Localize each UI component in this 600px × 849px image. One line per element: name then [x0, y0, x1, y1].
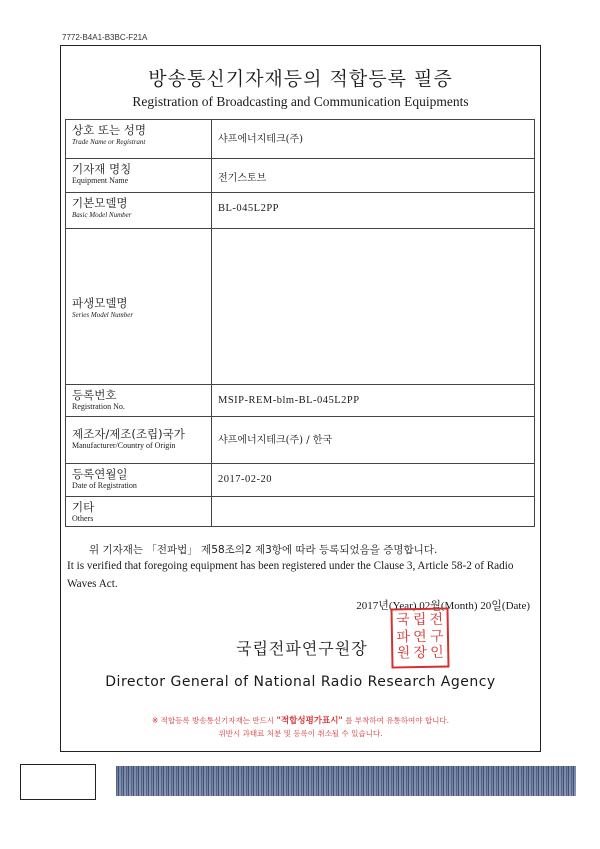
stamp-box	[20, 764, 96, 800]
label-en: Registration No.	[72, 402, 125, 411]
label-en: Basic Model Number	[72, 211, 132, 219]
notice-suffix: 를 부착하여 유통하여야 합니다.	[345, 716, 449, 725]
seal-char: 구	[429, 628, 444, 645]
label-en: Date of Registration	[72, 481, 137, 490]
notice-line-2: 위반시 과태료 처분 및 등록이 취소될 수 있습니다.	[218, 729, 383, 738]
label-trade-name	[66, 120, 212, 159]
value-manufacturer: 샤프에너지테크(주) / 한국	[212, 417, 535, 464]
title-korean: 방송통신기자재등의 적합등록 필증	[148, 68, 453, 90]
label-en: Others	[72, 514, 94, 523]
label-manufacturer	[66, 417, 212, 464]
label-ko: 상호 또는 성명	[72, 123, 146, 137]
value-registration-date: 2017-02-20	[212, 464, 535, 497]
seal-char: 연	[413, 628, 427, 645]
seal-char: 립	[412, 611, 427, 629]
seal-char: 장	[413, 645, 428, 662]
label-en: Trade Name or Registrant	[72, 138, 146, 146]
label-en: Manufacturer/Country of Origin	[72, 441, 176, 450]
official-seal	[390, 607, 449, 668]
seal-char: 파	[396, 628, 411, 646]
seal-char: 국	[396, 612, 410, 629]
label-series-model	[66, 229, 212, 385]
row-registration-no	[66, 385, 535, 417]
value-equipment-name: 전기스토브	[212, 159, 535, 193]
row-equipment-name	[66, 159, 535, 193]
registration-table	[65, 119, 535, 527]
seal-char: 인	[430, 644, 444, 662]
label-ko: 기본모델명	[72, 196, 128, 210]
director-title-ko: 국립전파연구원장	[236, 639, 368, 658]
row-trade-name	[66, 120, 535, 159]
label-en: Series Model Number	[72, 311, 134, 319]
label-basic-model	[66, 193, 212, 229]
label-equipment-name	[66, 159, 212, 193]
title-english: Registration of Broadcasting and Communication Equipments	[132, 94, 469, 109]
director-title-en: Director General of National Radio Research Agency	[105, 674, 496, 690]
certification-statement-ko: 위 기자재는 「전파법」 제58조의2 제3항에 따라 등록되었음을 증명합니다.	[89, 544, 438, 556]
label-registration-date	[66, 464, 212, 497]
label-others	[66, 497, 212, 527]
row-series-model	[66, 229, 535, 385]
label-ko: 등록번호	[72, 388, 117, 402]
notice-line-1	[61, 714, 540, 726]
label-ko: 파생모델명	[72, 296, 128, 310]
value-others	[212, 497, 535, 527]
label-ko: 기타	[72, 500, 95, 514]
seal-char: 원	[396, 645, 411, 662]
label-en: Equipment Name	[72, 176, 129, 185]
label-ko: 제조자/제조(조립)국가	[72, 427, 185, 441]
seal-char: 전	[429, 611, 444, 628]
value-basic-model: BL-045L2PP	[212, 193, 535, 229]
issue-date: 2017년(Year) 02월(Month) 20일(Date)	[356, 600, 530, 612]
label-ko: 기자재 명칭	[72, 162, 132, 176]
value-trade-name: 샤프에너지테크(주)	[212, 120, 535, 159]
certificate-frame	[60, 45, 541, 752]
notice-prefix: ※ 적합등록 방송통신기자재는 반드시	[152, 716, 275, 725]
label-registration-no	[66, 385, 212, 417]
row-basic-model	[66, 193, 535, 229]
notice-emphasis: "적합성평가표시"	[276, 716, 343, 726]
value-series-model	[212, 229, 535, 385]
row-manufacturer	[66, 417, 535, 464]
label-ko: 등록연월일	[72, 467, 128, 481]
document-id: 7772-B4A1-B3BC-F21A	[62, 33, 148, 42]
row-registration-date	[66, 464, 535, 497]
row-others	[66, 497, 535, 527]
security-barcode-strip	[116, 766, 576, 796]
value-registration-no: MSIP-REM-blm-BL-045L2PP	[212, 385, 535, 417]
certification-statement-en: It is verified that foregoing equipment has been registered under the Clause 3, Article 58-2 of Radio Waves Act.	[67, 560, 514, 590]
